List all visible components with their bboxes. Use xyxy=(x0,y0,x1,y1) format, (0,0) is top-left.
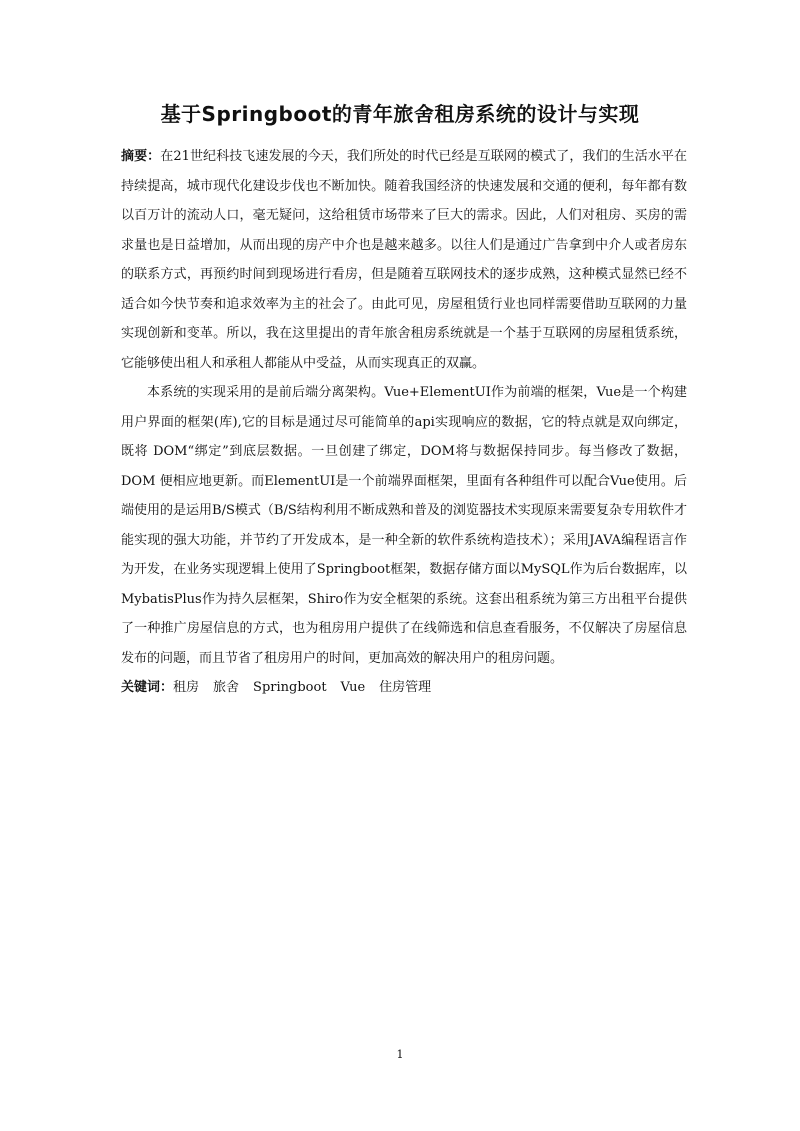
abstract-paragraph-1 xyxy=(121,142,687,378)
keyword-item: 住房管理 xyxy=(379,680,432,695)
keywords-label: 关键词： xyxy=(121,680,174,695)
keyword-item: 旅舍 xyxy=(213,680,240,695)
abstract-label: 摘要： xyxy=(121,149,161,164)
abstract-paragraph-1-text: 在21世纪科技飞速发展的今天，我们所处的时代已经是互联网的模式了，我们的生活水平在持续提高，城市现代化建设步伐也不断加快。随着我国经济的快速发展和交通的便利，每年都有数以百万计的流动人口，毫无疑问，这给租赁市场带来了巨大的需求。因此，人们对租房、买房的需求量也是日益增加，从而出现的房产中介也是越来越多。以往人们是通过广告拿到中介人或者房东的联系方式，再预约时间到现场进行看房，但是随着互联网技术的逐步成熟，这种模式显然已经不适合如今快节奏和追求效率为主的社会了。由此可见，房屋租赁行业也同样需要借助互联网的力量实现创新和变革。所以，我在这里提出的青年旅舍租房系统就是一个基于互联网的房屋租赁系统，它能够使出租人和承租人都能从中受益，从而实现真正的双赢。 xyxy=(121,149,687,371)
keyword-item: Vue xyxy=(340,680,366,695)
abstract-section xyxy=(121,142,687,703)
page-number: 1 xyxy=(396,1048,404,1061)
abstract-paragraph-2: 本系统的实现采用的是前后端分离架构。Vue+ElementUI作为前端的框架，Vue是一个构建用户界面的框架(库),它的目标是通过尽可能简单的api实现响应的数据，它的特点就是双向绑定，既将 DOM“绑定”到底层数据。一旦创建了绑定，DOM将与数据保持同步。每当修改了数据，DOM 便相应地更新。而ElementUI是一个前端界面框架，里面有各种组件可以配合Vue使用。后端使用的是运用B/S模式（B/S结构利用不断成熟和普及的浏览器技术实现原来需要复杂专用软件才能实现的强大功能，并节约了开发成本，是一种全新的软件系统构造技术）；采用JAVA编程语言作为开发，在业务实现逻辑上使用了Springboot框架，数据存储方面以MySQL作为后台数据库，以MybatisPlus作为持久层框架，Shiro作为安全框架的系统。这套出租系统为第三方出租平台提供了一种推广房屋信息的方式，也为租房用户提供了在线筛选和信息查看服务，不仅解决了房屋信息发布的问题，而且节省了租房用户的时间，更加高效的解决用户的租房问题。 xyxy=(121,385,687,666)
keywords-line xyxy=(121,673,687,703)
keyword-item: Springboot xyxy=(253,680,327,695)
document-title: 基于Springboot的青年旅舍租房系统的设计与实现 xyxy=(160,102,640,126)
keyword-item: 租房 xyxy=(173,680,200,695)
